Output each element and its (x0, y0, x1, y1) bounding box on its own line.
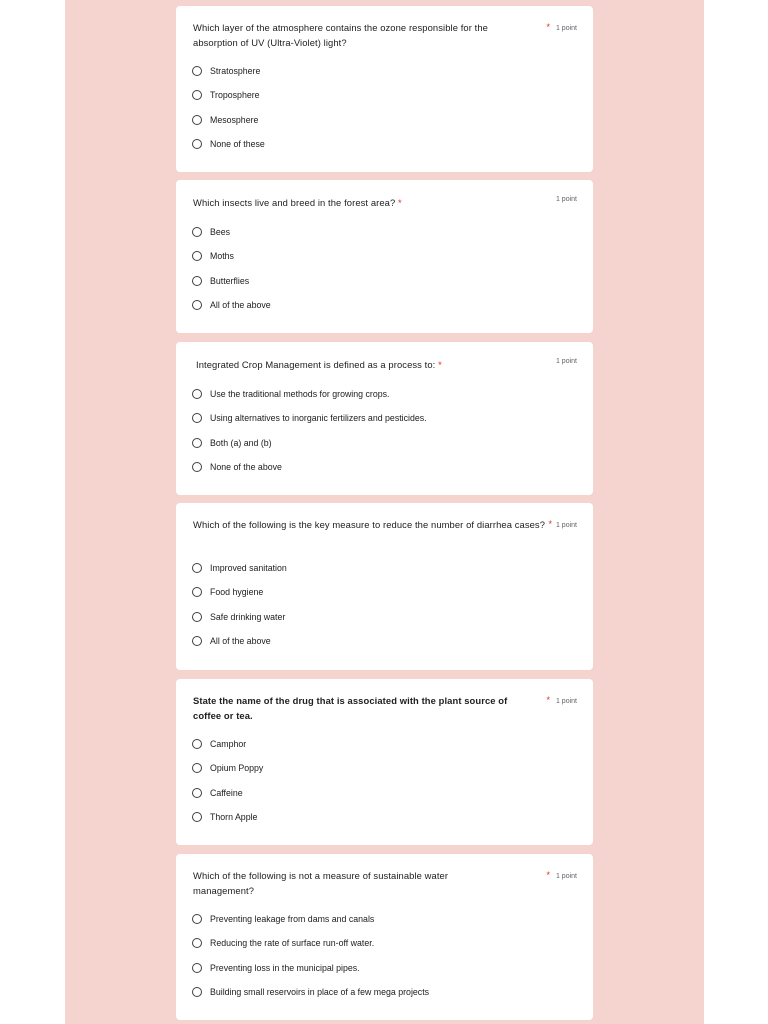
option-label: Preventing leakage from dams and canals (210, 914, 375, 924)
radio-option[interactable] (192, 911, 374, 927)
question-card-insects (176, 180, 593, 333)
question-text: State the name of the drug that is associated with the plant source of coffee or tea. (193, 695, 508, 721)
option-label: Butterflies (210, 276, 250, 286)
question-card-ozone (176, 6, 593, 172)
radio-button[interactable] (192, 413, 202, 423)
radio-button[interactable] (192, 739, 202, 749)
question-card-diarrhea (176, 503, 593, 670)
required-asterisk: * (398, 197, 402, 208)
radio-option[interactable] (192, 459, 282, 475)
question-card-drug (176, 679, 593, 845)
radio-option[interactable] (192, 935, 374, 951)
option-label: Troposphere (210, 90, 260, 100)
option-label: Reducing the rate of surface run-off water. (210, 938, 375, 948)
radio-button[interactable] (192, 987, 202, 997)
radio-option[interactable] (192, 960, 360, 976)
radio-button[interactable] (192, 788, 202, 798)
required-asterisk: * (548, 519, 552, 529)
question-card-water-management (176, 854, 593, 1020)
radio-option[interactable] (192, 386, 389, 402)
radio-button[interactable] (192, 462, 202, 472)
points-label: * 1 point (546, 870, 577, 880)
required-asterisk: * (546, 870, 550, 880)
option-label: Food hygiene (210, 587, 264, 597)
radio-button[interactable] (192, 115, 202, 125)
radio-option[interactable] (192, 760, 263, 776)
option-label: All of the above (210, 636, 271, 646)
option-label: Caffeine (210, 788, 243, 798)
points-label: * 1 point (548, 519, 577, 529)
radio-option[interactable] (192, 63, 260, 79)
points-label: 1 point (555, 196, 577, 203)
option-label: None of these (210, 139, 265, 149)
option-label: Bees (210, 227, 231, 237)
option-label: Preventing loss in the municipal pipes. (210, 963, 360, 973)
question-card-crop-management (176, 342, 593, 495)
radio-option[interactable] (192, 248, 234, 264)
radio-button[interactable] (192, 763, 202, 773)
option-label: Both (a) and (b) (210, 438, 272, 448)
points-label: 1 point (555, 358, 577, 365)
option-label: Building small reservoirs in place of a few mega projects (210, 987, 430, 997)
radio-button[interactable] (192, 251, 202, 261)
radio-button[interactable] (192, 90, 202, 100)
radio-option[interactable] (192, 736, 246, 752)
radio-option[interactable] (192, 112, 258, 128)
radio-button[interactable] (192, 438, 202, 448)
radio-button[interactable] (192, 389, 202, 399)
option-label: All of the above (210, 300, 271, 310)
option-label: Stratosphere (210, 66, 261, 76)
radio-button[interactable] (192, 587, 202, 597)
radio-button[interactable] (192, 276, 202, 286)
radio-option[interactable] (192, 609, 285, 625)
option-label: Opium Poppy (210, 763, 264, 773)
radio-button[interactable] (192, 563, 202, 573)
radio-option[interactable] (192, 560, 287, 576)
radio-option[interactable] (192, 297, 271, 313)
question-text: Which insects live and breed in the forest area? * (193, 197, 402, 208)
question-text: Which of the following is not a measure of sustainable water management? (193, 870, 449, 896)
option-label: Using alternatives to inorganic fertilizers and pesticides. (210, 413, 427, 423)
radio-option[interactable] (192, 984, 429, 1000)
required-asterisk: * (546, 22, 550, 32)
required-asterisk: * (546, 695, 550, 705)
option-label: Camphor (210, 739, 247, 749)
radio-button[interactable] (192, 963, 202, 973)
points-label: * 1 point (546, 22, 577, 32)
option-label: Moths (210, 251, 234, 261)
option-label: Mesosphere (210, 115, 259, 125)
radio-button[interactable] (192, 812, 202, 822)
option-label: Use the traditional methods for growing crops. (210, 389, 390, 399)
radio-option[interactable] (192, 633, 271, 649)
radio-option[interactable] (192, 584, 263, 600)
question-text: Which layer of the atmosphere contains the ozone responsible for the absorption of UV (Ultra-Violet) light? (193, 22, 488, 48)
points-label: * 1 point (546, 695, 577, 705)
option-label: Thorn Apple (210, 812, 258, 822)
option-label: Safe drinking water (210, 612, 286, 622)
radio-option[interactable] (192, 224, 230, 240)
radio-button[interactable] (192, 139, 202, 149)
option-label: Improved sanitation (210, 563, 287, 573)
radio-option[interactable] (192, 410, 427, 426)
radio-button[interactable] (192, 636, 202, 646)
radio-button[interactable] (192, 300, 202, 310)
radio-button[interactable] (192, 612, 202, 622)
radio-option[interactable] (192, 809, 257, 825)
radio-option[interactable] (192, 136, 265, 152)
radio-button[interactable] (192, 938, 202, 948)
option-label: None of the above (210, 462, 282, 472)
question-text: Integrated Crop Management is defined as a process to: * (196, 359, 442, 370)
radio-button[interactable] (192, 227, 202, 237)
radio-option[interactable] (192, 87, 260, 103)
radio-option[interactable] (192, 273, 249, 289)
question-text: Which of the following is the key measure to reduce the number of diarrhea cases? (193, 519, 546, 530)
radio-option[interactable] (192, 435, 272, 451)
radio-button[interactable] (192, 914, 202, 924)
required-asterisk: * (438, 359, 442, 370)
radio-option[interactable] (192, 785, 243, 801)
radio-button[interactable] (192, 66, 202, 76)
